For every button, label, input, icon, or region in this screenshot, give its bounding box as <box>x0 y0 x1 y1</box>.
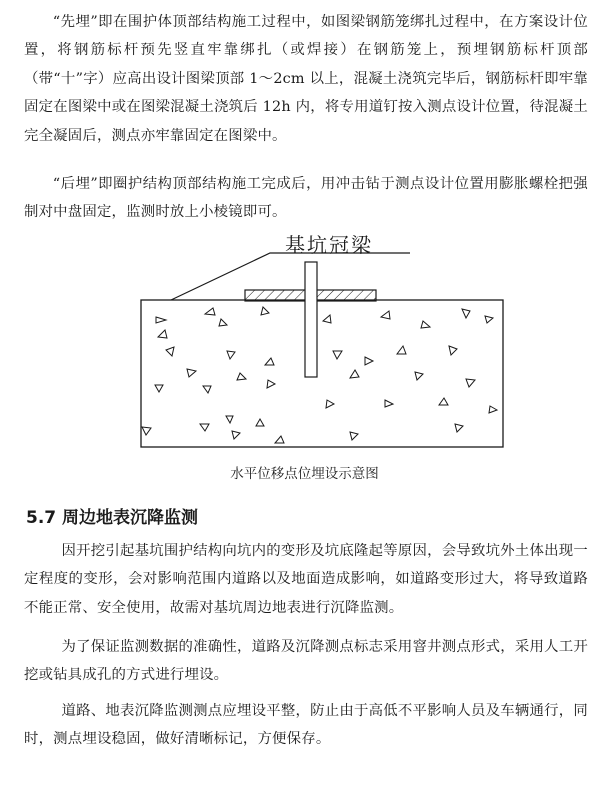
section-heading: 5.7 周边地表沉降监测 <box>26 508 199 528</box>
paragraph-post-embed: “后埋”即圈护结构顶部结构施工完成后，用冲击钻于测点设计位置用膨胀螺栓把强制对中盘固定，监测时放上小棱镜即可。 <box>24 176 588 221</box>
paragraph-settlement-intro: 因开挖引起基坑围护结构向坑内的变形及坑底隆起等原因，会导致坑外土体出现一定程度的变形，会对影响范围内道路以及地面造成影响，如道路变形过大，将导致道路不能正常、安全使用，故需对基坑周边地表进行沉降监测。 <box>24 543 588 616</box>
paragraph-settlement-accuracy: 为了保证监测数据的准确性，道路及沉降测点标志采用窨井测点形式，采用人工开挖或钻具成孔的方式进行埋设。 <box>24 639 588 684</box>
paragraph-pre-embed: “先埋”即在围护体顶部结构施工过程中，如图梁钢筋笼绑扎过程中，在方案设计位置，将钢筋标杆预先竖直牢靠绑扎（或焊接）在钢筋笼上，预埋钢筋标杆顶部（带“十”字）应高出设计图梁顶部 1～2cm 以上，混凝土浇筑完毕后，钢筋标杆即牢靠固定在图梁中或在图梁混凝土浇筑后 12h 内，将专用道钉按入测点设计位置，待混凝土完全凝固后，测点亦牢靠固定在图梁中。 <box>24 14 588 144</box>
embedded-rod <box>305 262 317 377</box>
figure-caption: 水平位移点位埋设示意图 <box>230 466 379 482</box>
figure-label: 基坑冠梁 <box>285 233 373 257</box>
concrete-block <box>141 300 503 447</box>
paragraph-settlement-install: 道路、地表沉降监测测点应埋设平整，防止由于高低不平影响人员及车辆通行，同时，测点埋设稳固，做好清晰标记，方便保存。 <box>24 703 588 748</box>
